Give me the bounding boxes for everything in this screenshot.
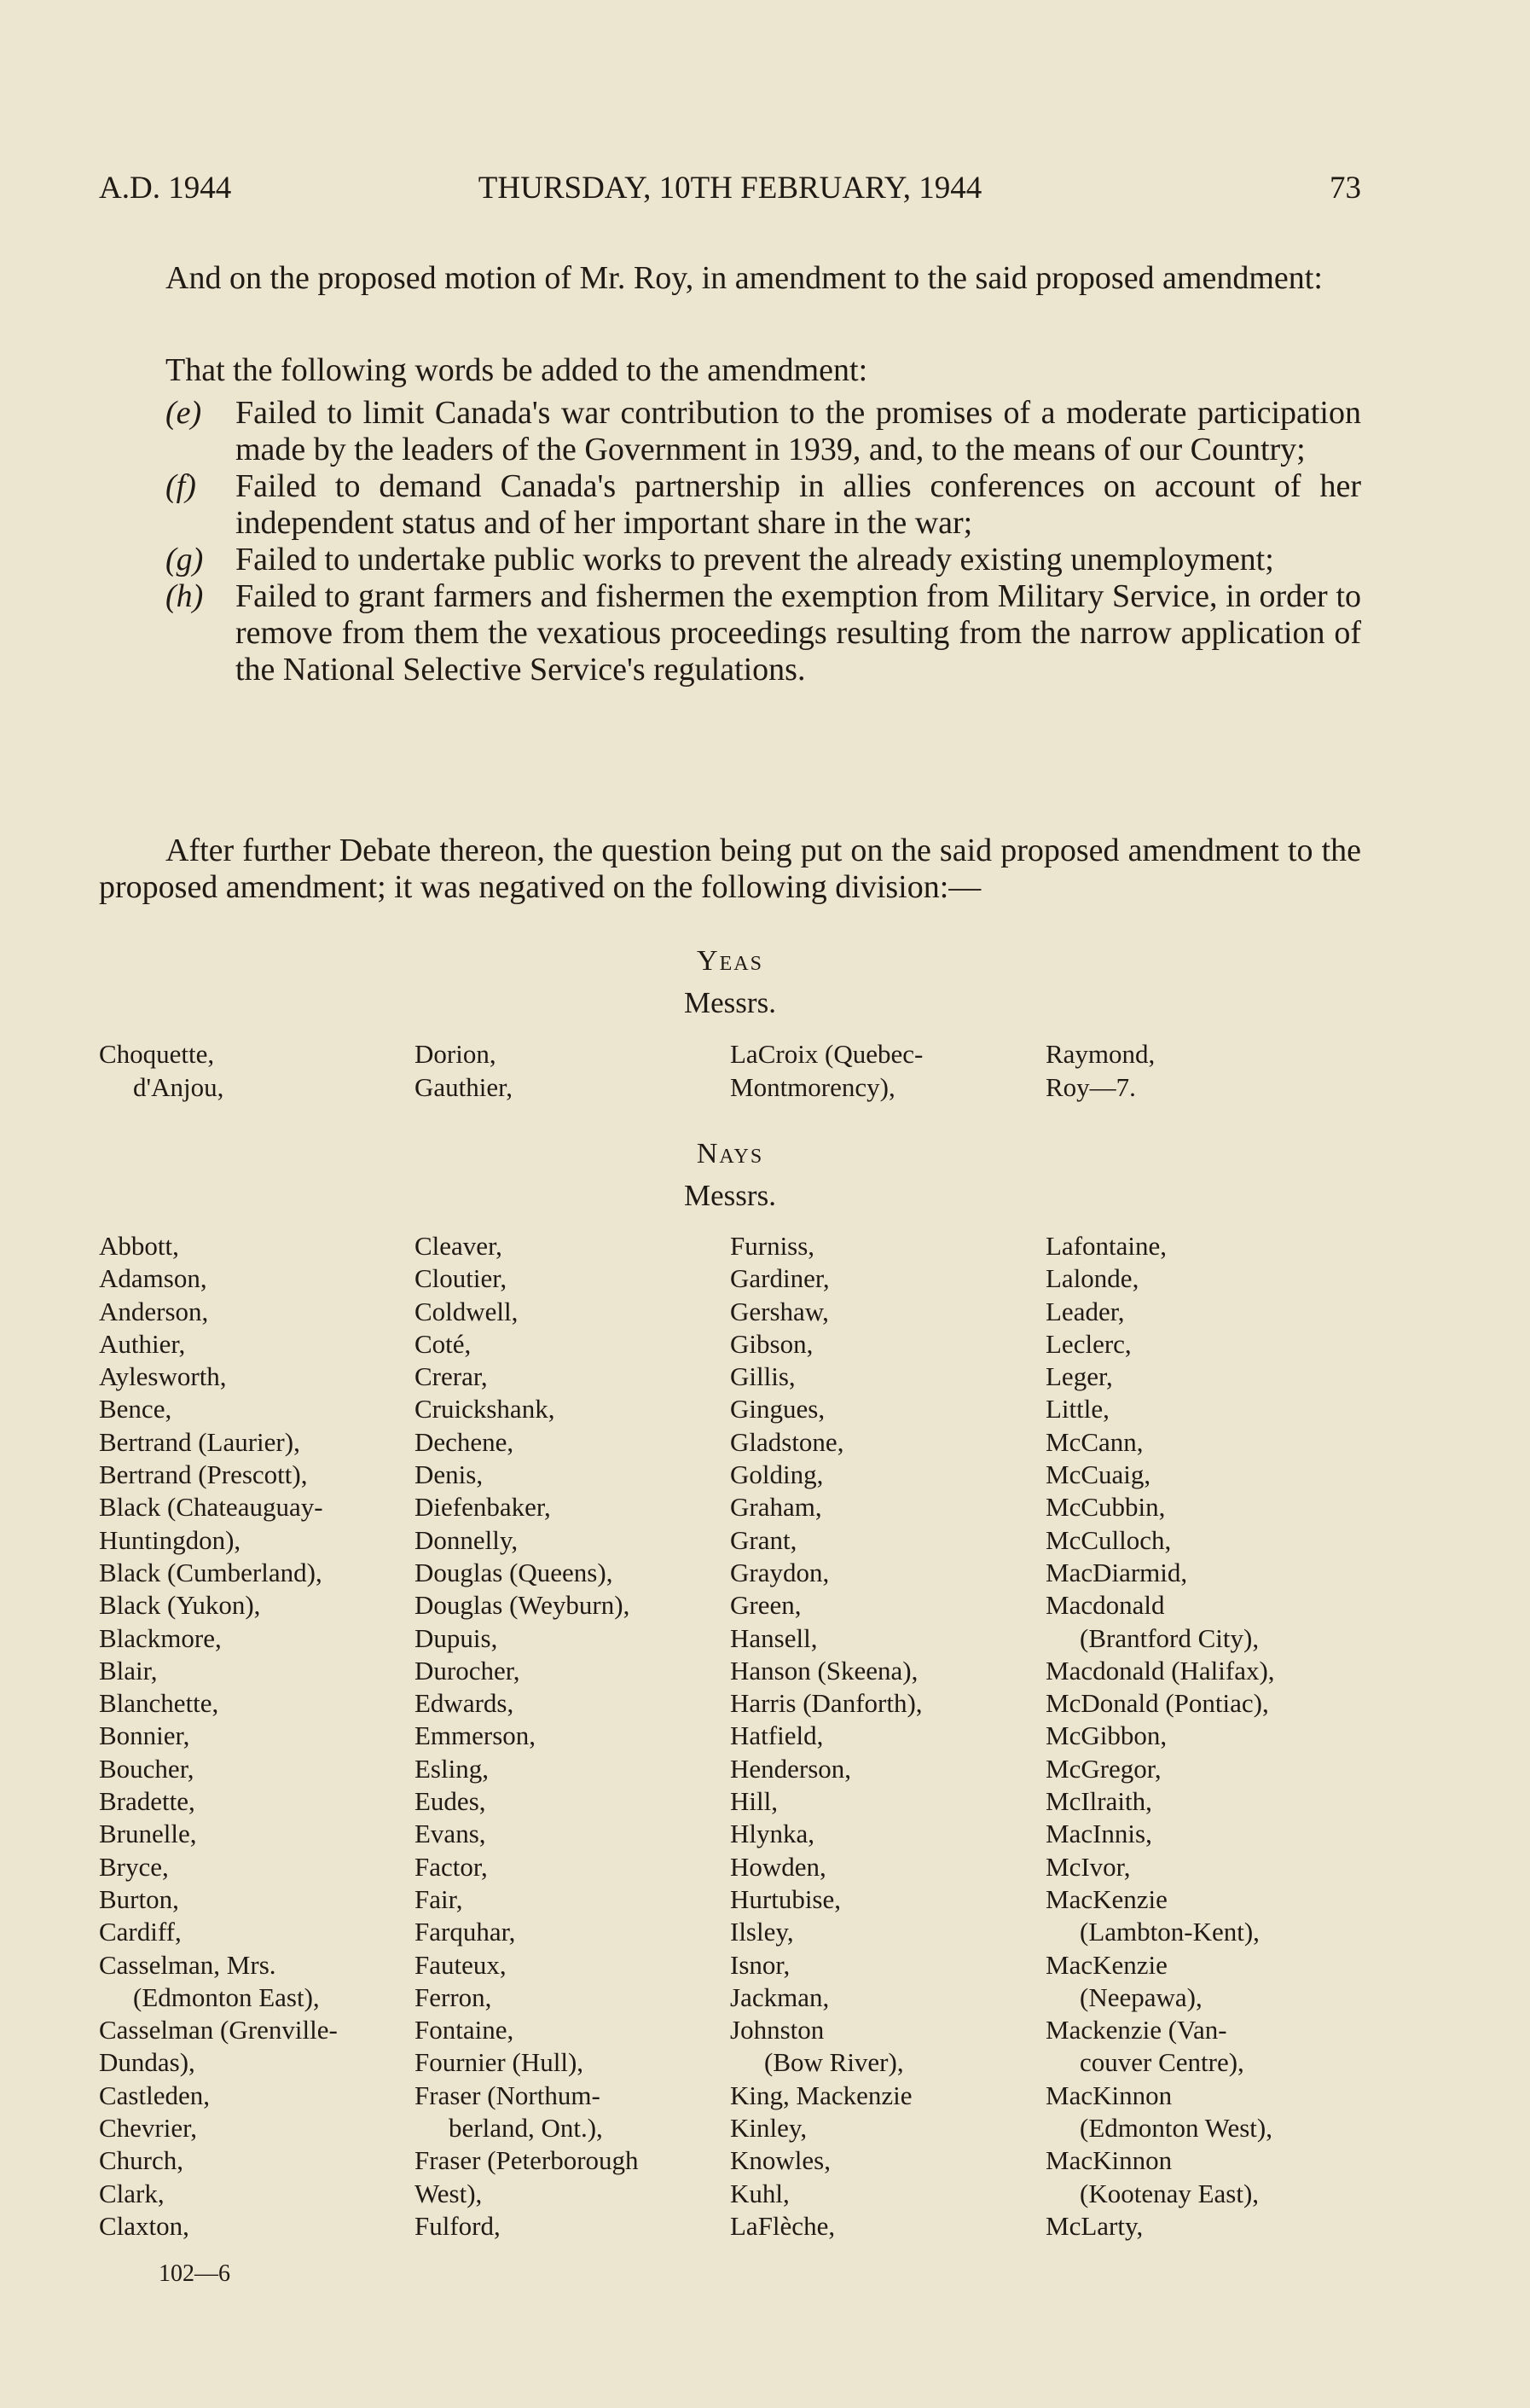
yeas-col-4 — [1046, 1037, 1361, 1104]
member-name: Gershaw, — [730, 1296, 829, 1326]
member-name: Huntingdon), — [99, 1524, 241, 1555]
amendment-items — [99, 395, 1361, 688]
member-name: Blackmore, — [99, 1622, 222, 1653]
nays-list — [99, 1230, 1361, 2243]
member-name: Gibson, — [730, 1328, 814, 1359]
member-name: Leger, — [1046, 1361, 1113, 1392]
member-name: (Lambton-Kent), — [1080, 1917, 1260, 1947]
member-name: MacKenzie — [1046, 1883, 1168, 1914]
member-name: (Kootenay East), — [1080, 2178, 1260, 2208]
item-label: (e) — [165, 395, 202, 431]
member-name: Douglas (Queens), — [414, 1557, 613, 1587]
yeas-col-3 — [730, 1037, 1046, 1104]
member-name: Crerar, — [414, 1361, 488, 1392]
member-name: Durocher, — [414, 1655, 520, 1686]
member-name: Castleden, — [99, 2080, 210, 2110]
amendment-item — [99, 468, 1361, 542]
member-name: Blair, — [99, 1655, 158, 1686]
yeas-col-2 — [414, 1037, 730, 1104]
member-name: Furniss, — [730, 1231, 815, 1261]
intro-paragraph: And on the proposed motion of Mr. Roy, in amendment to the said proposed amendment: — [165, 260, 1323, 296]
page-header — [99, 167, 1361, 210]
member-name: Dechene, — [414, 1426, 514, 1457]
member-name: Hurtubise, — [730, 1883, 842, 1914]
nays-messrs: Messrs. — [684, 1179, 776, 1212]
member-name: Fournier (Hull), — [414, 2047, 584, 2078]
member-name: McCulloch, — [1046, 1524, 1172, 1555]
member-name: Green, — [730, 1590, 802, 1621]
member-name: Bertrand (Prescott), — [99, 1459, 308, 1490]
member-name: Lalonde, — [1046, 1263, 1139, 1294]
member-name: Harris (Danforth), — [730, 1688, 923, 1719]
member-name: Burton, — [99, 1883, 179, 1914]
member-name: Henderson, — [730, 1753, 852, 1784]
item-label: (f) — [165, 468, 196, 504]
item-label: (h) — [165, 578, 204, 614]
member-name: Dorion, — [414, 1039, 496, 1069]
member-name: (Edmonton West), — [1080, 2113, 1272, 2144]
member-name: Aylesworth, — [99, 1361, 227, 1392]
member-name: Evans, — [414, 1819, 486, 1849]
member-name: MacInnis, — [1046, 1819, 1152, 1849]
member-name: Eudes, — [414, 1786, 486, 1817]
nays-title: Nays — [696, 1138, 764, 1169]
member-name: Fontaine, — [414, 2015, 514, 2045]
member-name: (Brantford City), — [1080, 1622, 1260, 1653]
item-text: Failed to demand Canada's partnership in allies conferences on account of her independent status and of her important share in the war; — [235, 468, 1361, 541]
member-name: McCann, — [1046, 1426, 1144, 1457]
member-name: McIlraith, — [1046, 1786, 1152, 1817]
member-name: LaFlèche, — [730, 2210, 836, 2241]
member-name: Cruickshank, — [414, 1394, 555, 1424]
member-name: Bonnier, — [99, 1720, 190, 1751]
member-name: Black (Yukon), — [99, 1590, 261, 1621]
member-name: MacKenzie — [1046, 1949, 1168, 1980]
nays-col-3 — [730, 1230, 1046, 2243]
member-name: (Neepawa), — [1080, 1982, 1203, 2012]
member-name: Kinley, — [730, 2113, 808, 2144]
member-name: Gardiner, — [730, 1263, 830, 1294]
member-name: LaCroix (Quebec- — [730, 1039, 924, 1069]
member-name: Johnston — [730, 2015, 825, 2045]
amendment-item — [99, 395, 1361, 468]
item-label: (g) — [165, 542, 204, 577]
member-name: Authier, — [99, 1328, 186, 1359]
member-name: Hansell, — [730, 1622, 818, 1653]
member-name: King, Mackenzie — [730, 2080, 913, 2110]
member-name: Leader, — [1046, 1296, 1125, 1326]
member-name: Raymond, — [1046, 1039, 1156, 1069]
member-name: Cardiff, — [99, 1917, 182, 1947]
member-name: Graydon, — [730, 1557, 830, 1587]
member-name: Gladstone, — [730, 1426, 844, 1457]
member-name: Donnelly, — [414, 1524, 519, 1555]
member-name: Jackman, — [730, 1982, 830, 2012]
member-name: Fraser (Peterborough — [414, 2145, 639, 2176]
member-name: Dundas), — [99, 2047, 195, 2078]
member-name: Cloutier, — [414, 1263, 507, 1294]
amendment-item — [99, 578, 1361, 688]
member-name: d'Anjou, — [133, 1072, 224, 1102]
member-name: Golding, — [730, 1459, 824, 1490]
member-name: McGregor, — [1046, 1753, 1162, 1784]
member-name: Brunelle, — [99, 1819, 197, 1849]
yeas-messrs: Messrs. — [684, 986, 776, 1019]
member-name: berland, Ont.), — [449, 2113, 603, 2144]
member-name: West), — [414, 2178, 483, 2208]
member-name: Douglas (Weyburn), — [414, 1590, 630, 1621]
member-name: Choquette, — [99, 1039, 215, 1069]
member-name: Diefenbaker, — [414, 1492, 551, 1523]
member-name: (Bow River), — [764, 2047, 904, 2078]
member-name: Blanchette, — [99, 1688, 219, 1719]
member-name: Graham, — [730, 1492, 822, 1523]
member-name: Farquhar, — [414, 1917, 516, 1947]
member-name: Cleaver, — [414, 1231, 502, 1261]
member-name: Roy—7. — [1046, 1072, 1136, 1102]
member-name: Bryce, — [99, 1851, 169, 1882]
member-name: Macdonald — [1046, 1590, 1165, 1621]
amendment-item — [99, 542, 1361, 578]
member-name: Lafontaine, — [1046, 1231, 1168, 1261]
member-name: Howden, — [730, 1851, 826, 1882]
member-name: McLarty, — [1046, 2210, 1144, 2241]
division-paragraph: After further Debate thereon, the question being put on the said proposed amendment to the proposed amendment; it was negatived on the following division:— — [99, 833, 1361, 905]
member-name: Bence, — [99, 1394, 172, 1424]
member-name: Denis, — [414, 1459, 484, 1490]
item-text: Failed to grant farmers and fishermen the exemption from Military Service, in order to remove from them the vexatious proceedings resulting from the narrow application of the National Selective Service's regulations. — [235, 578, 1361, 688]
member-name: Esling, — [414, 1753, 489, 1784]
member-name: Dupuis, — [414, 1622, 498, 1653]
member-name: Hanson (Skeena), — [730, 1655, 919, 1686]
member-name: Church, — [99, 2145, 184, 2176]
member-name: Coté, — [414, 1328, 472, 1359]
member-name: Abbott, — [99, 1231, 179, 1261]
nays-col-1 — [99, 1230, 414, 2243]
signature-mark: 102—6 — [159, 2260, 230, 2287]
member-name: Ferron, — [414, 1982, 492, 2012]
nays-col-2 — [414, 1230, 730, 2243]
item-text: Failed to undertake public works to prevent the already existing unemployment; — [235, 542, 1274, 577]
member-name: McCuaig, — [1046, 1459, 1151, 1490]
member-name: McDonald (Pontiac), — [1046, 1688, 1269, 1719]
member-name: Macdonald (Halifax), — [1046, 1655, 1275, 1686]
member-name: Ilsley, — [730, 1917, 794, 1947]
member-name: Fraser (Northum- — [414, 2080, 600, 2110]
member-name: Fair, — [414, 1883, 463, 1914]
header-year: A.D. 1944 — [99, 171, 232, 206]
member-name: Montmorency), — [730, 1072, 895, 1102]
member-name: Grant, — [730, 1524, 797, 1555]
intro-line: That the following words be added to the amendment: — [165, 352, 868, 388]
member-name: Anderson, — [99, 1296, 209, 1326]
member-name: Fauteux, — [414, 1949, 507, 1980]
member-name: McGibbon, — [1046, 1720, 1168, 1751]
member-name: Hlynka, — [730, 1819, 815, 1849]
member-name: Emmerson, — [414, 1720, 536, 1751]
member-name: Clark, — [99, 2178, 165, 2208]
member-name: Edwards, — [414, 1688, 514, 1719]
member-name: Gingues, — [730, 1394, 826, 1424]
item-text: Failed to limit Canada's war contribution to the promises of a moderate participation made by the leaders of the Government in 1939, and, to the means of our Country; — [235, 395, 1361, 467]
member-name: Knowles, — [730, 2145, 831, 2176]
member-name: Mackenzie (Van- — [1046, 2015, 1227, 2045]
header-date: THURSDAY, 10TH FEBRUARY, 1944 — [478, 171, 982, 206]
member-name: Kuhl, — [730, 2178, 790, 2208]
member-name: MacKinnon — [1046, 2145, 1173, 2176]
member-name: couver Centre), — [1080, 2047, 1244, 2078]
member-name: Isnor, — [730, 1949, 791, 1980]
member-name: Black (Cumberland), — [99, 1557, 322, 1587]
member-name: Chevrier, — [99, 2113, 197, 2144]
member-name: Boucher, — [99, 1753, 194, 1784]
nays-col-4 — [1046, 1230, 1361, 2243]
member-name: Adamson, — [99, 1263, 207, 1294]
member-name: Black (Chateauguay- — [99, 1492, 323, 1523]
member-name: Bradette, — [99, 1786, 195, 1817]
yeas-list — [99, 1037, 1361, 1104]
member-name: Hatfield, — [730, 1720, 824, 1751]
member-name: Gauthier, — [414, 1072, 513, 1102]
member-name: McCubbin, — [1046, 1492, 1166, 1523]
member-name: Little, — [1046, 1394, 1110, 1424]
member-name: Casselman (Grenville- — [99, 2015, 338, 2045]
member-name: Fulford, — [414, 2210, 501, 2241]
member-name: Casselman, Mrs. — [99, 1949, 276, 1980]
page-number: 73 — [1330, 171, 1361, 206]
yeas-col-1 — [99, 1037, 414, 1104]
member-name: Coldwell, — [414, 1296, 519, 1326]
member-name: MacDiarmid, — [1046, 1557, 1188, 1587]
member-name: (Edmonton East), — [133, 1982, 320, 2012]
member-name: Bertrand (Laurier), — [99, 1426, 300, 1457]
member-name: Gillis, — [730, 1361, 796, 1392]
member-name: Claxton, — [99, 2210, 189, 2241]
yeas-title: Yeas — [697, 945, 763, 977]
member-name: Hill, — [730, 1786, 778, 1817]
member-name: McIvor, — [1046, 1851, 1131, 1882]
member-name: Factor, — [414, 1851, 488, 1882]
member-name: Leclerc, — [1046, 1328, 1132, 1359]
member-name: MacKinnon — [1046, 2080, 1173, 2110]
